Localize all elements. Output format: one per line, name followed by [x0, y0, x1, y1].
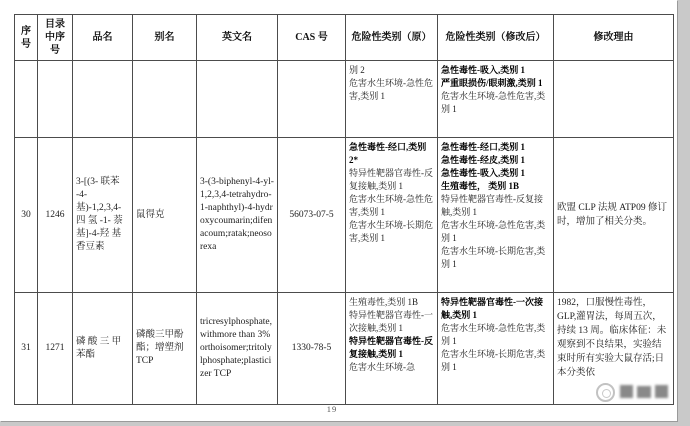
- column-header-7: 危险性类别（修改后）: [438, 15, 554, 61]
- table-row: [15, 138, 674, 293]
- hazard-line: 生殖毒性,类别 1B: [349, 297, 419, 307]
- cell-product-name: 3-[(3- 联苯 -4- 基)-1,2,3,4-四 氢 -1- 萘 基]-4-羟 基 香豆素: [73, 138, 133, 293]
- header-row: [15, 15, 674, 61]
- column-header-8: 修改理由: [554, 15, 674, 61]
- column-header-5: CAS 号: [278, 15, 346, 61]
- hazard-line: 危害水生环境-长期危害,类别 1: [441, 349, 546, 372]
- hazard-classification-table: [14, 14, 674, 405]
- hazard-line: 危害水生环境-长期危害,类别 1: [441, 246, 546, 269]
- hazard-line: 特异性靶器官毒性-一次接触,类别 1: [349, 310, 433, 333]
- table-row: [15, 293, 674, 405]
- hazard-line: 生殖毒性， 类别 1B: [441, 181, 520, 191]
- hazard-line: 严重眼损伤/眼刺激,类别 1: [441, 78, 543, 88]
- hazard-line: 特异性靶器官毒性-一次接触,类别 1: [441, 297, 543, 320]
- cell-english-name: tricresylphosphate,withmore than 3% orthoisomer;tritolylphosphate;plasticizer TCP: [197, 293, 278, 405]
- table-header: [15, 15, 674, 61]
- hazard-line: 危害水生环境-长期危害,类别 1: [349, 220, 433, 243]
- cell-cas: 56073-07-5: [278, 138, 346, 293]
- cell-product-name: [73, 61, 133, 138]
- cell-reason: 欧盟 CLP 法规 ATP09 修订时，增加了相关分类。: [554, 138, 674, 293]
- cell-hazard-original: [346, 61, 438, 138]
- hazard-line: 急性毒性-吸入,类别 1: [441, 65, 525, 75]
- cell-cas: 1330-78-5: [278, 293, 346, 405]
- hazard-line: 危害水生环境-急性危害,类别 1: [441, 323, 546, 346]
- column-header-6: 危险性类别（原）: [346, 15, 438, 61]
- column-header-0: 序号: [15, 15, 38, 61]
- column-header-4: 英文名: [197, 15, 278, 61]
- hazard-line: 危害水生环境-急性危害,类别 1: [441, 91, 546, 114]
- hazard-line: 特异性靶器官毒性-反复接触,类别 1: [349, 336, 433, 359]
- hazard-line: 危害水生环境-急性危害,类别 1: [349, 194, 433, 217]
- hazard-line: 危害水生环境-急性危害,类别 1: [349, 78, 433, 101]
- cell-hazard-revised: [438, 293, 554, 405]
- hazard-line: 急性毒性-吸入,类别 1: [441, 168, 525, 178]
- table-body: [15, 61, 674, 405]
- cell-cas: [278, 61, 346, 138]
- column-header-2: 品名: [73, 15, 133, 61]
- column-header-3: 别名: [133, 15, 197, 61]
- hazard-line: 危害水生环境-急性危害,类别 1: [441, 220, 546, 243]
- cell-catalog-no: 1271: [38, 293, 73, 405]
- table-row: [15, 61, 674, 138]
- hazard-line: 别 2: [349, 65, 365, 75]
- cell-reason: 1982，口服慢性毒性，GLP,灌胃法，每周五次，持续 13 周。临床体征：未观察到不良结果，实验结束时所有实验大鼠存活;日本分类依: [554, 293, 674, 405]
- page-number: 19: [326, 404, 338, 414]
- cell-product-name: 磷 酸 三 甲苯酯: [73, 293, 133, 405]
- hazard-line: 特异性靶器官毒性-反复接触,类别 1: [349, 168, 433, 191]
- cell-english-name: [197, 61, 278, 138]
- hazard-line: 危害水生环境-急: [349, 362, 415, 372]
- cell-alias: 鼠得克: [133, 138, 197, 293]
- cell-hazard-original: [346, 293, 438, 405]
- cell-hazard-original: [346, 138, 438, 293]
- cell-seq: 30: [15, 138, 38, 293]
- hazard-line: 特异性靶器官毒性-反复接触,类别 1: [441, 194, 543, 217]
- cell-catalog-no: 1246: [38, 138, 73, 293]
- cell-hazard-revised: [438, 61, 554, 138]
- hazard-line: 急性毒性-经皮,类别 1: [441, 155, 525, 165]
- cell-alias: 磷酸三甲酚酯；增塑剂 TCP: [133, 293, 197, 405]
- cell-hazard-revised: [438, 138, 554, 293]
- hazard-line: 急性毒性-经口,类别 2*: [349, 142, 427, 165]
- cell-seq: [15, 61, 38, 138]
- column-header-1: 目录中序号: [38, 15, 73, 61]
- cell-seq: 31: [15, 293, 38, 405]
- hazard-line: 急性毒性-经口,类别 1: [441, 142, 525, 152]
- cell-catalog-no: [38, 61, 73, 138]
- cell-alias: [133, 61, 197, 138]
- cell-english-name: 3-(3-biphenyl-4-yl-1,2,3,4-tetrahydro-1-naphthyl)-4-hydroxycoumarin;difenacoum;ratak;neosorexa: [197, 138, 278, 293]
- cell-reason: [554, 61, 674, 138]
